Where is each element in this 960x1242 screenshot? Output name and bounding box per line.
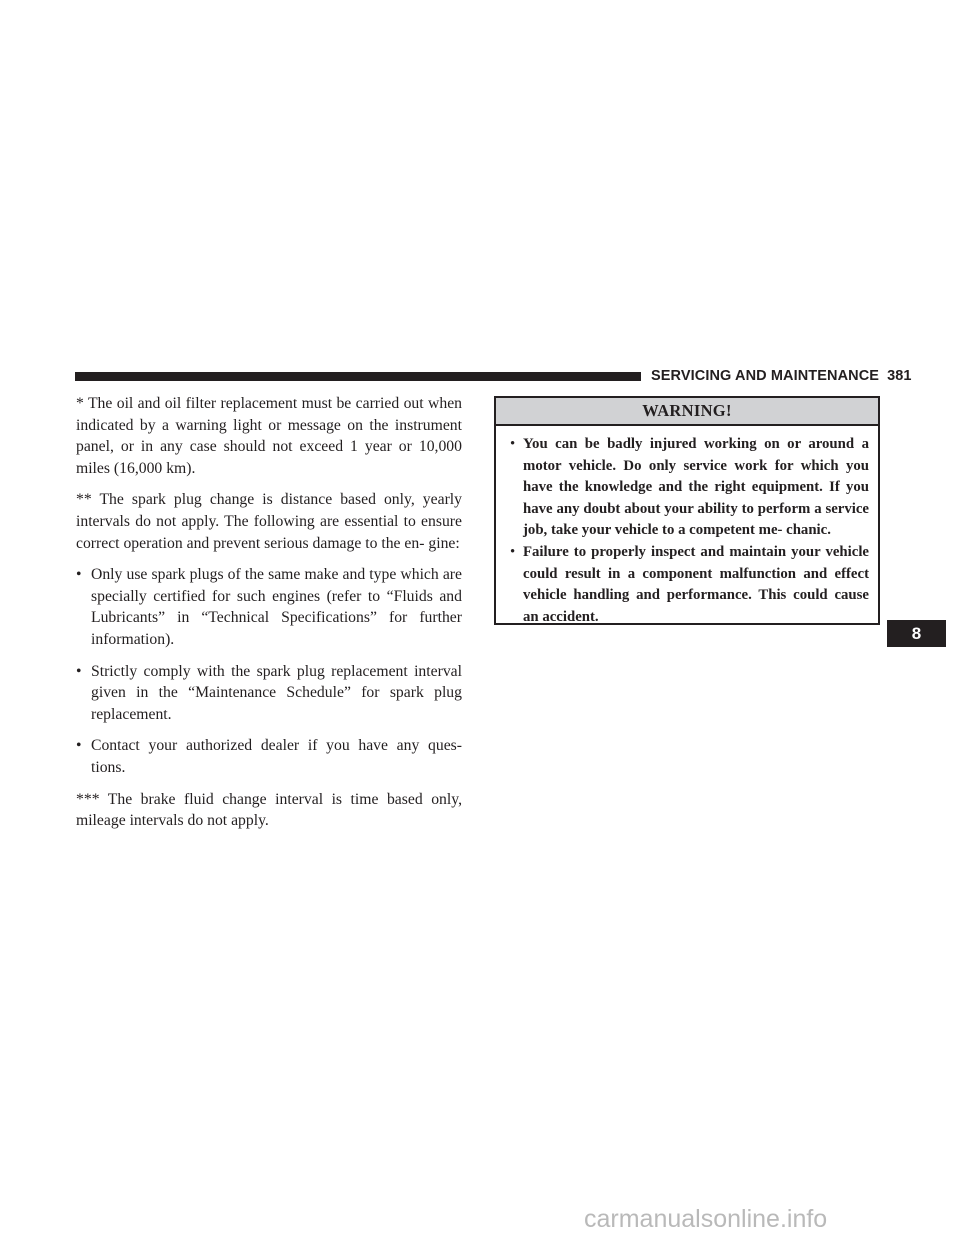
bullet-icon: • <box>76 737 82 755</box>
running-header <box>651 366 912 386</box>
spark-plug-note: ** The spark plug change is distance based only, yearly intervals do not apply. The following are essential to ensure correct operation and prevent serious damage to the en- gine: <box>76 491 462 552</box>
watermark: carmanualsonline.info <box>584 1205 828 1233</box>
list-item: • Strictly comply with the spark plug replacement interval given in the “Maintenance Schedule” for spark plug replacement. <box>76 662 462 723</box>
brake-fluid-note: *** The brake fluid change interval is time based only, mileage intervals do not apply. <box>76 790 462 830</box>
left-column <box>76 393 462 842</box>
list-item: • Contact your authorized dealer if you have any ques- tions. <box>76 737 462 776</box>
list-item: • Only use spark plugs of the same make and type which are specially certified for such engines (refer to “Fluids and Lubricants” in “Technical Specifications” for further information). <box>76 566 462 648</box>
bullet-icon: • <box>76 566 82 584</box>
bullet-icon: • <box>76 662 82 680</box>
section-tab: 8 <box>887 620 946 647</box>
oil-filter-note: * The oil and oil filter replacement must be carried out when indicated by a warning light or message on the instrument panel, or in any case should not exceed 1 year or 10,000 miles (16,000 km). <box>76 395 462 477</box>
spark-plug-bullet-list <box>76 564 462 778</box>
warning-list <box>496 426 878 628</box>
list-item: • Failure to properly inspect and maintain your vehicle could result in a component malfunction and effect vehicle handling and performance. This could cause an accident. <box>510 543 869 625</box>
warning-title: WARNING! <box>496 398 878 426</box>
bullet-icon: • <box>510 543 516 560</box>
page-number: 381 <box>887 368 912 384</box>
warning-box <box>494 396 880 625</box>
section-title: SERVICING AND MAINTENANCE <box>651 368 880 384</box>
header-rule <box>75 372 641 381</box>
bullet-icon: • <box>510 436 516 452</box>
list-item: • You can be badly injured working on or around a motor vehicle. Do only service work for which you have the knowledge and the right equipment. If you have any doubt about your ability to perform a service job, take your vehicle to a competent me- chanic. <box>510 436 869 539</box>
